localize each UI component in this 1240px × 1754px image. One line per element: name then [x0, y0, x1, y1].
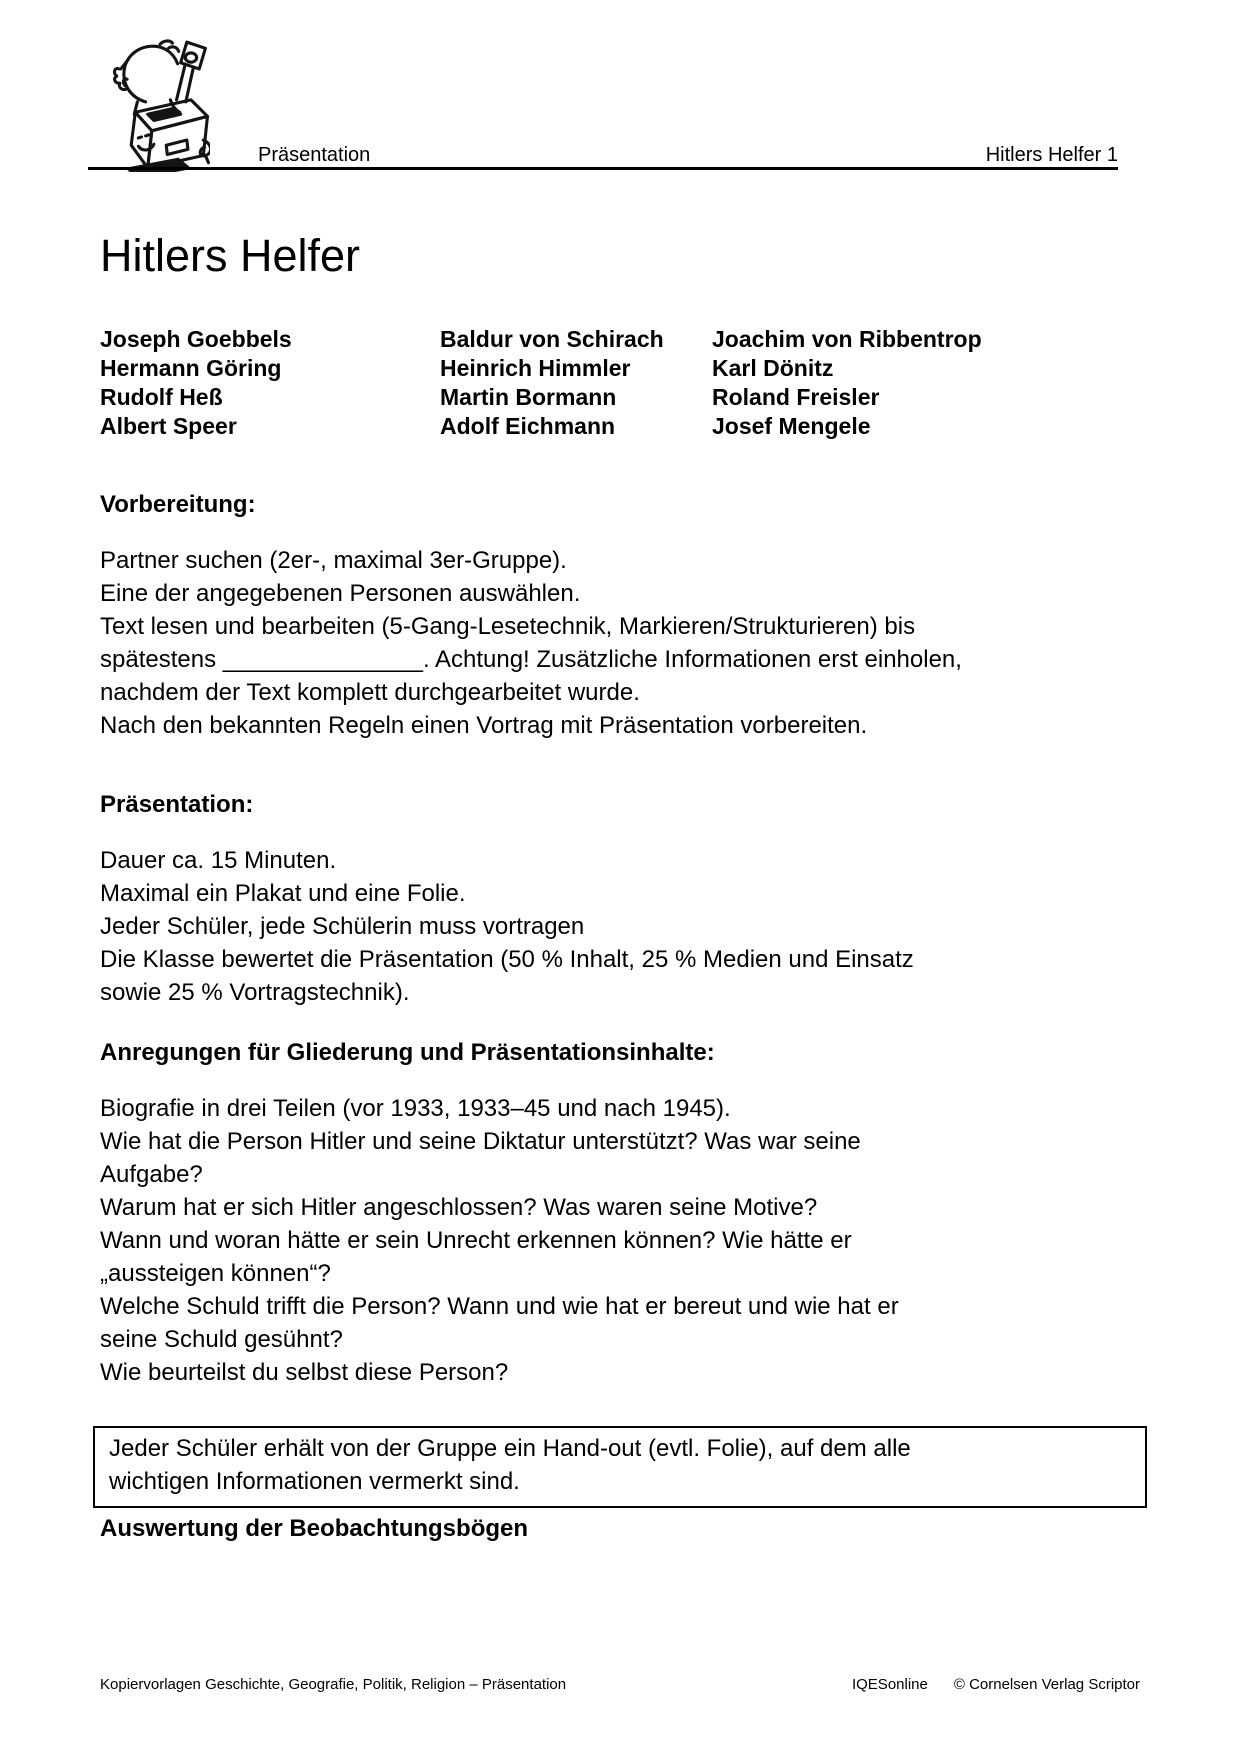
text-line: Nach den bekannten Regeln einen Vortrag mit Präsentation vorbereiten.: [100, 712, 868, 739]
text-line: Wie hat die Person Hitler und seine Diktatur unterstützt? Was war seine: [100, 1128, 861, 1155]
header-page-label: Hitlers Helfer 1: [985, 144, 1118, 166]
section-heading: Anregungen für Gliederung und Präsentationsinhalte:: [100, 1039, 715, 1066]
text-line: Warum hat er sich Hitler angeschlossen? Was waren seine Motive?: [100, 1194, 818, 1221]
text-line: wichtigen Informationen vermerkt sind.: [109, 1468, 520, 1495]
text-line: Jeder Schüler erhält von der Gruppe ein Hand-out (evtl. Folie), auf dem alle: [109, 1435, 911, 1462]
text-line: Maximal ein Plakat und eine Folie.: [100, 880, 466, 907]
names-column-3: [712, 325, 1140, 441]
text-line: seine Schuld gesühnt?: [100, 1326, 343, 1353]
header-rule: [88, 167, 1118, 170]
text-line: spätestens _______________. Achtung! Zusätzliche Informationen erst einholen,: [100, 646, 962, 673]
handout-note-box: [93, 1426, 1147, 1508]
text-line: Joachim von Ribbentrop: [712, 326, 982, 352]
names-column-1: [100, 325, 440, 441]
section-anregungen: [100, 1040, 1146, 1389]
text-line: Joseph Goebbels: [100, 326, 292, 352]
section-praesentation: [100, 792, 1146, 1009]
section-body: [100, 1092, 1146, 1389]
section-vorbereitung: [100, 492, 1146, 742]
section-body: [100, 844, 1146, 1009]
closing-heading: Auswertung der Beobachtungsbögen: [100, 1515, 529, 1542]
header-doc-type: Präsentation: [258, 144, 371, 166]
text-line: Partner suchen (2er-, maximal 3er-Gruppe).: [100, 547, 567, 574]
text-line: Biografie in drei Teilen (vor 1933, 1933–45 und nach 1945).: [100, 1095, 731, 1122]
text-line: Eine der angegebenen Personen auswählen.: [100, 580, 581, 607]
text-line: Hermann Göring: [100, 355, 282, 381]
section-heading: Präsentation:: [100, 791, 254, 818]
text-line: Aufgabe?: [100, 1161, 203, 1188]
footer-source: IQESonline: [851, 1676, 928, 1693]
text-line: nachdem der Text komplett durchgearbeitet wurde.: [100, 679, 640, 706]
text-line: Baldur von Schirach: [440, 326, 664, 352]
text-line: Adolf Eichmann: [440, 413, 616, 439]
text-line: Welche Schuld trifft die Person? Wann und wie hat er bereut und wie hat er: [100, 1293, 899, 1320]
footer-series-label: Kopiervorlagen Geschichte, Geografie, Politik, Religion – Präsentation: [100, 1676, 567, 1693]
text-line: Martin Bormann: [440, 384, 617, 410]
section-heading: Vorbereitung:: [100, 491, 256, 518]
text-line: Text lesen und bearbeiten (5-Gang-Lesetechnik, Markieren/Strukturieren) bis: [100, 613, 916, 640]
text-line: Wann und woran hätte er sein Unrecht erkennen können? Wie hätte er: [100, 1227, 852, 1254]
text-line: Dauer ca. 15 Minuten.: [100, 847, 337, 874]
text-line: Heinrich Himmler: [440, 355, 631, 381]
text-line: sowie 25 % Vortragstechnik).: [100, 979, 410, 1006]
names-list: [100, 325, 1140, 441]
text-line: Wie beurteilst du selbst diese Person?: [100, 1359, 509, 1386]
text-line: Rudolf Heß: [100, 384, 223, 410]
section-body: [100, 544, 1146, 742]
footer-publisher: [852, 1676, 1140, 1694]
text-line: Jeder Schüler, jede Schülerin muss vortragen: [100, 913, 585, 940]
text-line: Roland Freisler: [712, 384, 880, 410]
text-line: „aussteigen können“?: [100, 1260, 331, 1287]
logo-presenter-icon: [106, 38, 210, 172]
names-column-2: [440, 325, 712, 441]
page-title: Hitlers Helfer: [100, 230, 361, 281]
text-line: Josef Mengele: [712, 413, 871, 439]
text-line: Karl Dönitz: [712, 355, 834, 381]
footer-copyright: © Cornelsen Verlag Scriptor: [953, 1676, 1140, 1693]
text-line: Albert Speer: [100, 413, 237, 439]
text-line: Die Klasse bewertet die Präsentation (50 % Inhalt, 25 % Medien und Einsatz: [100, 946, 914, 973]
